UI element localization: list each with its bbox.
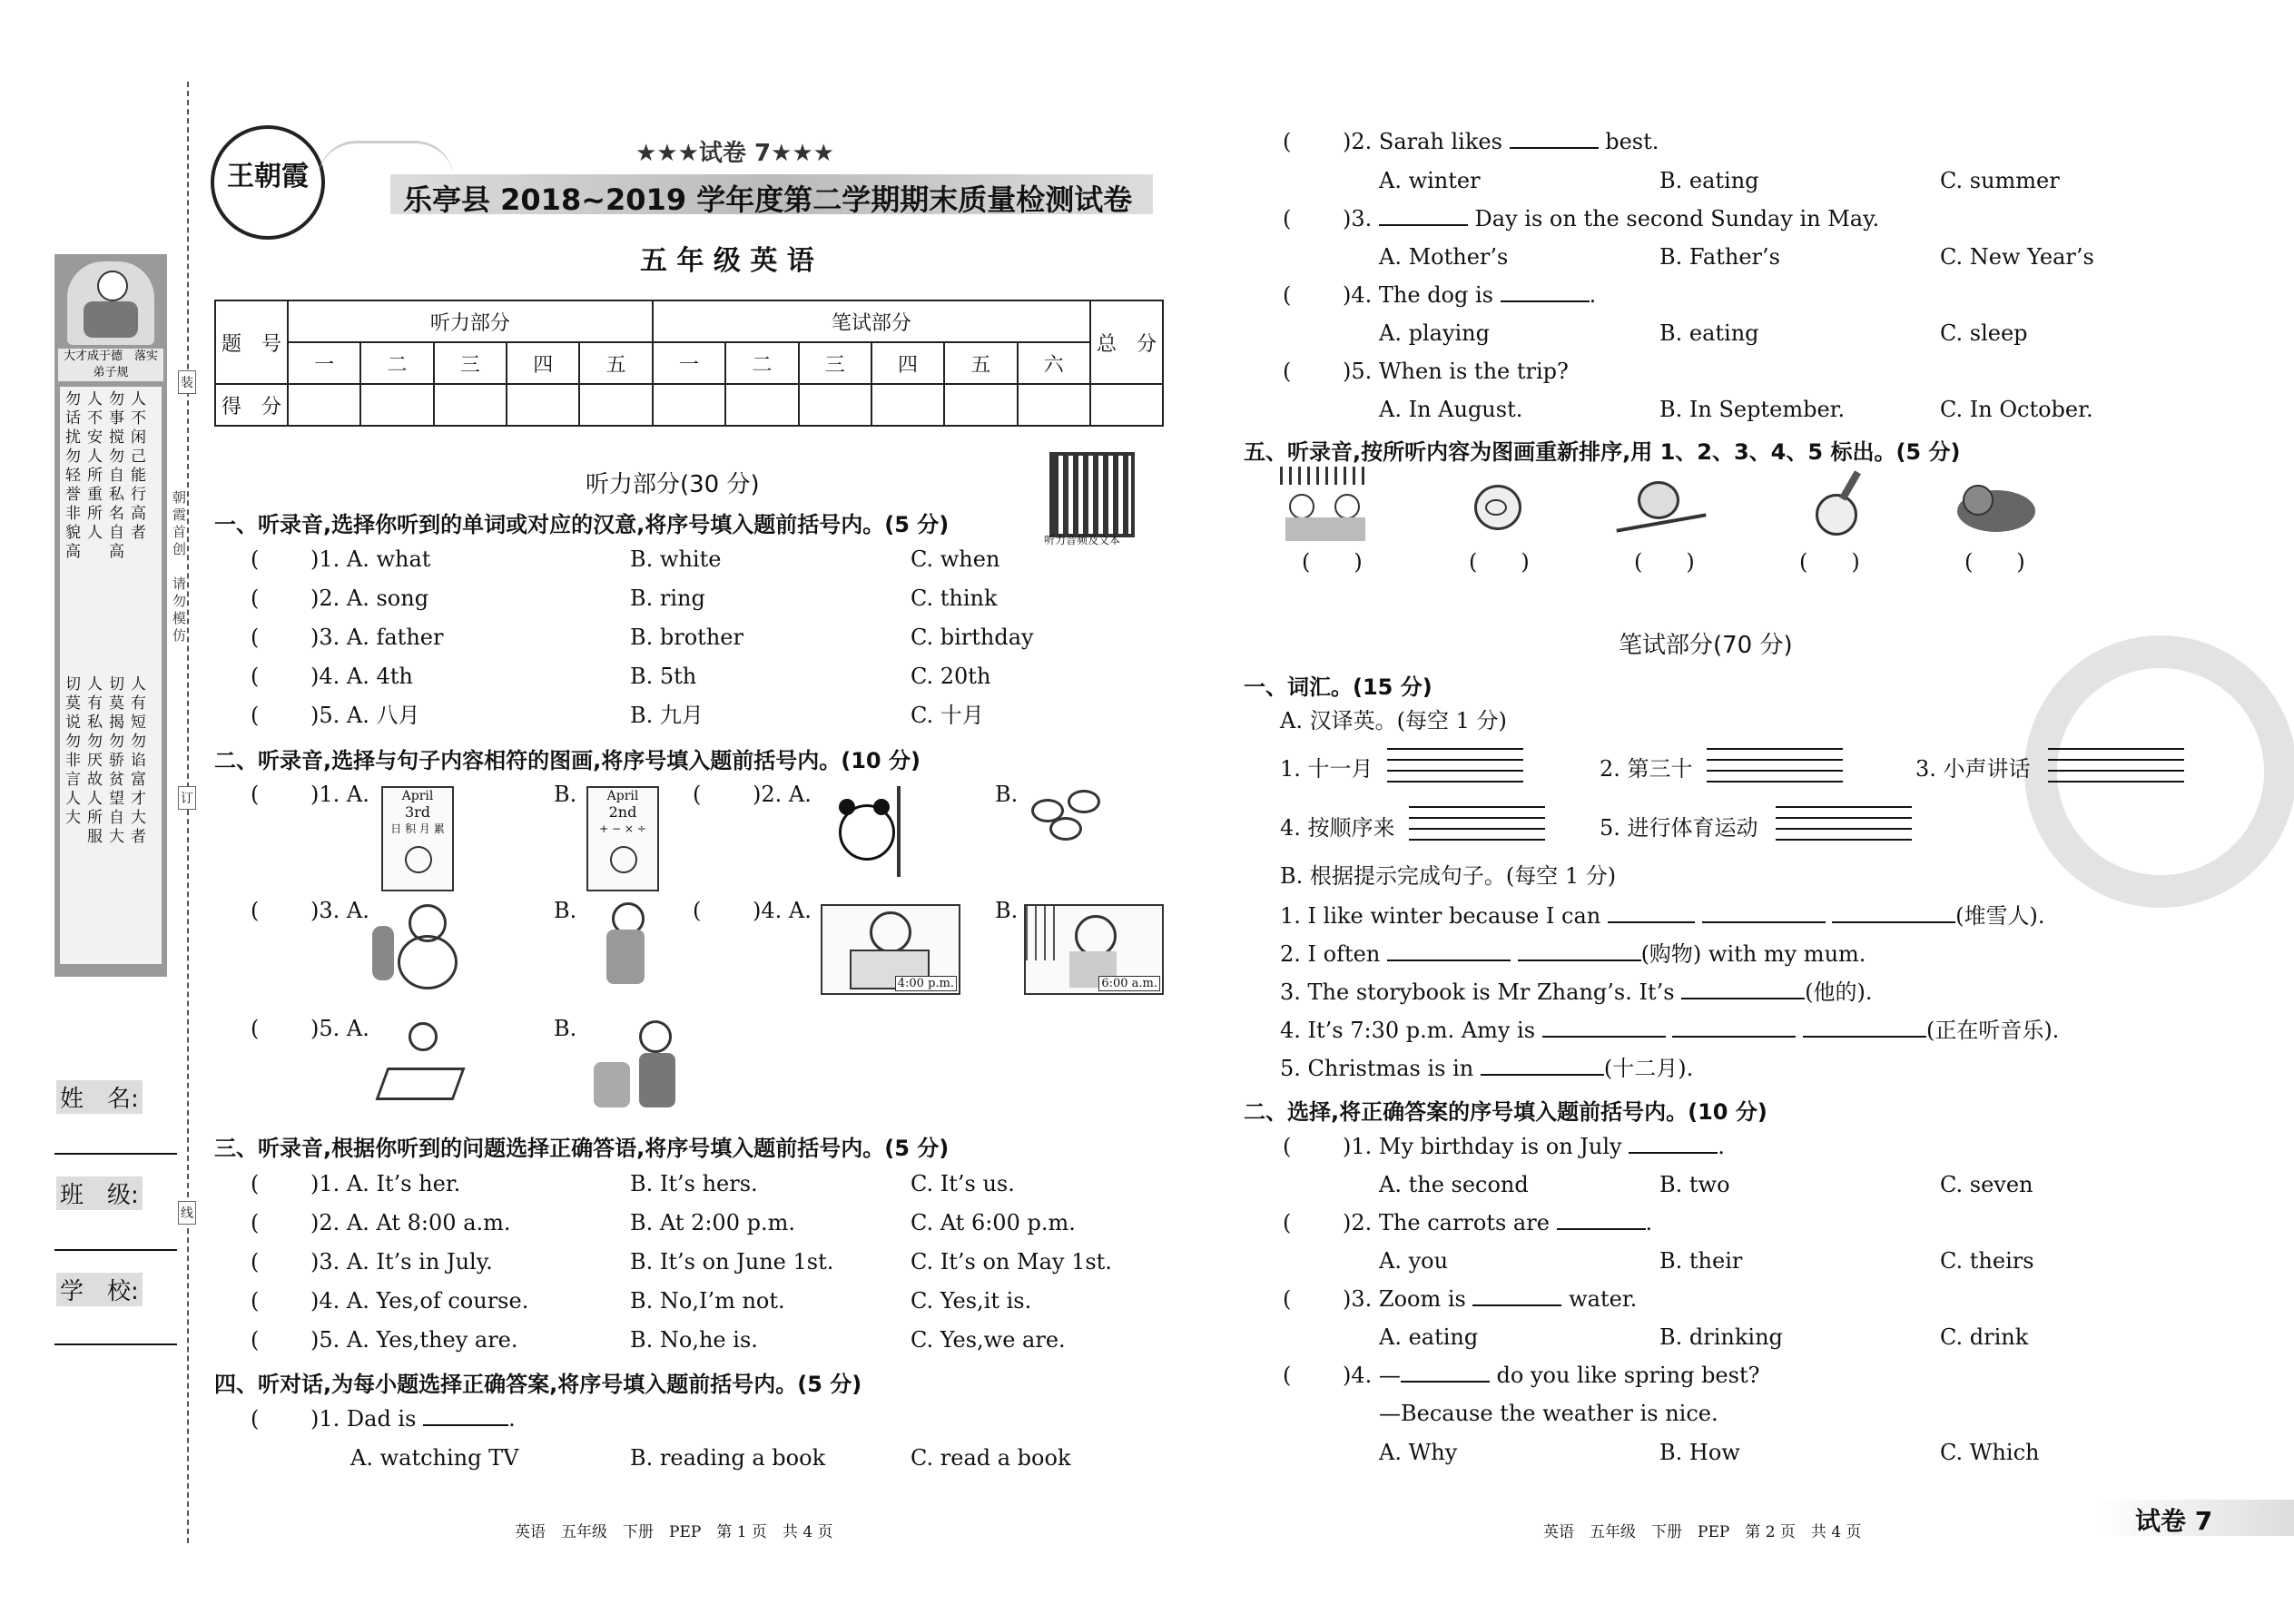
- answer-blank[interactable]: [1518, 941, 1641, 961]
- section-w1a-title: A. 汉译英。(每空 1 分): [1280, 708, 1507, 733]
- paren[interactable]: (: [251, 782, 260, 807]
- sentence-text: 2. I often: [1280, 941, 1381, 967]
- paren[interactable]: (: [251, 625, 260, 650]
- option-b: B. It’s on June 1st.: [630, 1249, 834, 1275]
- question: )4. A. Yes,of course.: [310, 1288, 529, 1314]
- col-l1: 一: [288, 342, 360, 384]
- sports-picture[interactable]: [585, 1017, 694, 1115]
- ping-pong-picture[interactable]: [372, 1013, 463, 1115]
- answer-blank[interactable]: [1387, 941, 1511, 961]
- option-a: A. In August.: [1379, 397, 1523, 422]
- vocab-item: 4. 按顺序来: [1280, 815, 1395, 841]
- answer-lines[interactable]: [1707, 770, 1843, 782]
- score-table: [214, 300, 1164, 427]
- answer-blank[interactable]: [423, 1406, 508, 1426]
- answer-blank[interactable]: [1501, 282, 1590, 302]
- seal-word-2: 订: [178, 786, 196, 810]
- paren[interactable]: (: [251, 1288, 260, 1314]
- exam-label: ★★★试卷 7★★★: [635, 140, 834, 167]
- question: )3. A.: [310, 898, 369, 923]
- paren[interactable]: (: [251, 1171, 260, 1196]
- section-w1-title: 一、词汇。(15 分): [1244, 674, 1433, 700]
- question: )4. A. 4th: [310, 664, 413, 689]
- stem-end: .: [1589, 282, 1597, 308]
- question: [1343, 128, 1659, 155]
- time-label: 6:00 a.m.: [1098, 976, 1160, 991]
- answer-blank[interactable]: [1702, 903, 1826, 923]
- paren[interactable]: (: [1283, 1286, 1292, 1312]
- section-w1b-title: B. 根据提示完成句子。(每空 1 分): [1280, 863, 1617, 889]
- question: [1343, 281, 1596, 309]
- vocab-item: 1. 十一月: [1280, 756, 1373, 782]
- answer-blank[interactable]: [1557, 1210, 1646, 1230]
- question: )1. A.: [310, 782, 369, 807]
- question: )2. A.: [753, 782, 812, 807]
- answer-lines[interactable]: [1776, 828, 1912, 841]
- option-b: B. drinking: [1659, 1324, 1783, 1350]
- binding-line: [187, 82, 189, 1543]
- option-b: B. At 2:00 p.m.: [630, 1210, 795, 1235]
- answer-blank[interactable]: [1832, 903, 1955, 923]
- score-cell[interactable]: [579, 384, 652, 426]
- paren[interactable]: (: [1283, 1210, 1292, 1235]
- paren[interactable]: (: [251, 1327, 260, 1353]
- score-cell[interactable]: [360, 384, 433, 426]
- col-w2: 二: [725, 342, 798, 384]
- paren[interactable]: (: [251, 1016, 260, 1041]
- option-a: A. playing: [1379, 320, 1490, 346]
- option-c: C. It’s on May 1st.: [911, 1249, 1112, 1275]
- answer-lines[interactable]: [2048, 770, 2184, 782]
- option-a: A. the second: [1379, 1172, 1529, 1197]
- vocab-item: 2. 第三十: [1600, 756, 1693, 782]
- question: [1343, 1362, 1759, 1389]
- stem-end: do you like spring best?: [1496, 1363, 1760, 1388]
- option-c: C. Yes,we are.: [911, 1327, 1066, 1353]
- question: )1. A. what: [310, 546, 431, 572]
- stem: )4. The dog is: [1343, 282, 1493, 308]
- calendar-a[interactable]: [381, 786, 454, 891]
- option-b: B. 九月: [630, 703, 704, 728]
- option-c: C. New Year’s: [1940, 244, 2094, 270]
- girl-reading-4pm[interactable]: [821, 904, 960, 995]
- option-c: C. birthday: [911, 625, 1034, 650]
- option-c: C. sleep: [1940, 320, 2028, 346]
- answer-lines[interactable]: [2048, 748, 2184, 761]
- option-b: B. eating: [1659, 320, 1759, 346]
- paren[interactable]: (: [251, 546, 260, 572]
- paren[interactable]: (: [1283, 206, 1292, 231]
- sentence-text: 1. I like winter because I can: [1280, 903, 1601, 929]
- exam-title: 乐亭县 2018~2019 学年度第二学期期末质量检测试卷: [403, 182, 1133, 217]
- motto-text: [60, 387, 162, 964]
- option-c: C. 20th: [911, 664, 991, 689]
- option-c: C. theirs: [1940, 1248, 2034, 1274]
- answer-blank[interactable]: [1379, 206, 1468, 226]
- option-b: B. their: [1659, 1248, 1743, 1274]
- col-l4: 四: [507, 342, 579, 384]
- score-cell[interactable]: [1018, 384, 1090, 426]
- picture-cat-sleeping[interactable]: [1957, 481, 2039, 536]
- footer-right: 英语 五年级 下册 PEP 第 2 页 共 4 页: [1543, 1523, 1862, 1541]
- paren[interactable]: (: [251, 898, 260, 923]
- question: [1343, 205, 1879, 232]
- answer-blank[interactable]: [1481, 1056, 1604, 1076]
- paren[interactable]: (: [693, 782, 702, 807]
- answer-lines[interactable]: [1409, 828, 1545, 841]
- col-l2: 二: [360, 342, 433, 384]
- option-c: C. Yes,it is.: [911, 1288, 1032, 1314]
- answer-lines[interactable]: [1707, 748, 1843, 761]
- option-a: A. Mother’s: [1379, 244, 1509, 270]
- hint: (购物) with my mum.: [1640, 941, 1866, 967]
- scholar-figure: [67, 261, 154, 345]
- picture-pig[interactable]: [1465, 467, 1529, 543]
- option-c: C. In October.: [1940, 397, 2093, 422]
- question: )3. A. father: [310, 625, 444, 650]
- hint: (堆雪人).: [1955, 903, 2045, 929]
- option-b: B. ring: [630, 586, 705, 611]
- calendar-day: 2nd: [608, 803, 637, 821]
- paren[interactable]: (: [1283, 1134, 1292, 1159]
- stem-end: .: [1645, 1210, 1653, 1235]
- sentence-b2: [1280, 940, 1866, 968]
- calendar-note: 日 积 月 累: [390, 822, 445, 835]
- score-cell[interactable]: [944, 384, 1017, 426]
- col-w4: 四: [871, 342, 944, 384]
- written-header: 笔试部分: [831, 311, 911, 335]
- section-l5-title: 五、听录音,按所听内容为图画重新排序,用 1、2、3、4、5 标出。(5 分): [1244, 439, 1961, 465]
- stem-end: .: [508, 1406, 516, 1432]
- picture-bird-branch[interactable]: [1616, 467, 1707, 543]
- option-b: B. 5th: [630, 664, 697, 689]
- question: )5. A. 八月: [310, 703, 420, 728]
- stem: )4. —: [1343, 1363, 1401, 1388]
- answer-blank[interactable]: [1608, 903, 1695, 923]
- paren[interactable]: (: [251, 1406, 260, 1432]
- paren[interactable]: (: [1283, 359, 1292, 384]
- picture-bird-carrot[interactable]: [1807, 467, 1870, 543]
- score-cell[interactable]: [871, 384, 944, 426]
- sentence-b4: [1280, 1017, 2059, 1044]
- stem-end: best.: [1605, 129, 1659, 154]
- option-a: A. watching TV: [350, 1445, 519, 1471]
- answer-blank[interactable]: [1672, 1018, 1796, 1038]
- section-l2-title: 二、听录音,选择与句子内容相符的图画,将序号填入题前括号内。(10 分): [214, 748, 921, 773]
- answer-lines[interactable]: [1776, 806, 1912, 819]
- option-b: B. brother: [630, 625, 743, 650]
- name-label: 姓 名:: [56, 1080, 143, 1114]
- girl-window-6am[interactable]: [1024, 904, 1164, 995]
- paren[interactable]: (: [1283, 282, 1292, 308]
- option-b: B. It’s hers.: [630, 1171, 758, 1196]
- option-b: B. How: [1659, 1440, 1740, 1465]
- row-label-number: 题 号: [221, 332, 281, 356]
- calendar-note: + − × ÷: [599, 822, 646, 835]
- col-w1: 一: [653, 342, 725, 384]
- label-b: B.: [554, 1016, 577, 1041]
- time-label: 4:00 p.m.: [895, 976, 957, 991]
- corner-label: 试卷 7: [2135, 1506, 2213, 1536]
- answer-blank[interactable]: [1542, 1018, 1666, 1038]
- vocab-item: 5. 进行体育运动: [1600, 815, 1758, 841]
- calendar-month: April: [401, 789, 434, 803]
- question: )2. A. song: [310, 586, 429, 611]
- paren[interactable]: (: [251, 1249, 260, 1275]
- option-a: A. you: [1379, 1248, 1449, 1274]
- hint: (他的).: [1805, 979, 1873, 1005]
- option-b: B. two: [1659, 1172, 1730, 1197]
- paren[interactable]: (: [693, 898, 702, 923]
- label-b: B.: [554, 782, 577, 807]
- option-b: B. white: [630, 546, 722, 572]
- option-b: B. No,he is.: [630, 1327, 758, 1353]
- answer-blank[interactable]: [1629, 1134, 1718, 1154]
- answer-lines[interactable]: [1387, 748, 1523, 761]
- motto-col: 勿话扰勿轻誉非貌高: [62, 390, 80, 562]
- sentence-text: 4. It’s 7:30 p.m. Amy is: [1280, 1018, 1536, 1043]
- hint: (十二月).: [1603, 1056, 1694, 1081]
- option-b: B. eating: [1659, 168, 1759, 193]
- option-c: C. when: [911, 546, 1000, 572]
- shopping-picture[interactable]: [585, 899, 675, 989]
- order-paren[interactable]: ( ): [1799, 549, 1860, 575]
- stem: )3.: [1343, 206, 1373, 231]
- option-c: C. read a book: [911, 1445, 1071, 1471]
- motto-col: 人有短勿谄富才大者: [127, 675, 145, 847]
- label-b: B.: [995, 898, 1019, 923]
- label-b: B.: [554, 898, 577, 923]
- stem-end: .: [1718, 1134, 1725, 1159]
- sentence-text: 5. Christmas is in: [1280, 1056, 1474, 1081]
- score-cell[interactable]: [725, 384, 798, 426]
- option-c: C. Which: [1940, 1440, 2040, 1465]
- motto-panel: [54, 254, 167, 977]
- motto-col: 勿事搅勿自私名自高: [105, 390, 123, 562]
- stem: )2. Sarah likes: [1343, 129, 1502, 154]
- class-field[interactable]: [54, 1249, 177, 1251]
- answer-blank[interactable]: [1510, 129, 1599, 149]
- question: )5. A.: [310, 1016, 369, 1041]
- order-paren[interactable]: ( ): [1469, 549, 1530, 575]
- order-paren[interactable]: ( ): [1964, 549, 2025, 575]
- question: )1. A. It’s her.: [310, 1171, 461, 1196]
- snowman-picture[interactable]: [372, 899, 481, 989]
- qr-code[interactable]: [1049, 452, 1135, 537]
- col-l5: 五: [579, 342, 652, 384]
- exam-subject: 五 年 级 英 语: [640, 245, 814, 277]
- stem: )1. Dad is: [310, 1406, 417, 1432]
- option-a: A. eating: [1379, 1324, 1479, 1350]
- paren[interactable]: (: [1283, 129, 1292, 154]
- panda-picture[interactable]: [826, 786, 908, 877]
- answer-lines[interactable]: [1409, 806, 1545, 819]
- score-cell[interactable]: [288, 384, 360, 426]
- score-cell[interactable]: [434, 384, 507, 426]
- school-label: 学 校:: [56, 1273, 143, 1306]
- row-label-score: 得 分: [221, 395, 281, 418]
- listening-header: 听力部分: [429, 311, 510, 335]
- option-c: C. think: [911, 586, 998, 611]
- motto-col: 切莫揭勿骄贫望自大: [105, 675, 123, 847]
- listening-title: 听力部分(30 分): [586, 471, 760, 498]
- motto-top: 大才成于德 落实弟子规: [58, 349, 163, 381]
- option-a: A. winter: [1379, 168, 1481, 193]
- answer-blank[interactable]: [1681, 979, 1805, 999]
- motto-col: 人不闲己能行高者: [127, 390, 145, 543]
- motto-col: 切莫说勿非言人大: [62, 675, 80, 828]
- option-c: C. seven: [1940, 1172, 2033, 1197]
- question: [1343, 1209, 1652, 1236]
- question: [310, 1405, 516, 1432]
- stem-end: Day is on the second Sunday in May.: [1474, 206, 1880, 231]
- stem: )2. The carrots are: [1343, 1210, 1550, 1235]
- vocab-item: 3. 小声讲话: [1915, 756, 2031, 782]
- option-c: C. summer: [1940, 168, 2060, 193]
- picture-children[interactable]: [1280, 467, 1371, 543]
- question: )3. A. It’s in July.: [310, 1249, 493, 1275]
- score-cell[interactable]: [799, 384, 871, 426]
- calendar-day: 3rd: [404, 803, 431, 821]
- question: )4. A.: [753, 898, 812, 923]
- logo: [211, 125, 325, 240]
- sentence-b5: [1280, 1055, 1693, 1082]
- col-w6: 六: [1018, 342, 1090, 384]
- stem-end: water.: [1569, 1286, 1638, 1312]
- hint: (正在听音乐).: [1925, 1018, 2060, 1043]
- section-l3-title: 三、听录音,根据你听到的问题选择正确答语,将序号填入题前括号内。(5 分): [214, 1136, 950, 1161]
- question: [1343, 1285, 1637, 1313]
- score-cell[interactable]: [507, 384, 579, 426]
- option-c: C. drink: [1940, 1324, 2029, 1350]
- logo-text: 王朝霞: [227, 161, 309, 192]
- section-l4-title: 四、听对话,为每小题选择正确答案,将序号填入题前括号内。(5 分): [214, 1372, 862, 1397]
- answer-blank[interactable]: [1401, 1363, 1490, 1383]
- score-cell[interactable]: [653, 384, 725, 426]
- paren[interactable]: (: [251, 703, 260, 728]
- calendar-b[interactable]: [586, 786, 659, 891]
- sentence-b3: [1280, 979, 1873, 1006]
- col-l3: 三: [434, 342, 507, 384]
- total-cell[interactable]: [1090, 384, 1163, 426]
- motto-col: 人有私勿厌故人所服: [84, 675, 102, 847]
- stem: )1. My birthday is on July: [1343, 1134, 1622, 1159]
- paren[interactable]: (: [1283, 1363, 1292, 1388]
- calendar-month: April: [606, 789, 639, 803]
- footer-left: 英语 五年级 下册 PEP 第 1 页 共 4 页: [515, 1523, 833, 1541]
- sentence-b1: [1280, 902, 2045, 930]
- question: )5. When is the trip?: [1343, 359, 1569, 384]
- option-b: B. No,I’m not.: [630, 1288, 785, 1314]
- school-field[interactable]: [54, 1343, 177, 1345]
- name-field[interactable]: [54, 1153, 177, 1155]
- option-c: C. It’s us.: [911, 1171, 1015, 1196]
- seal-word-1: 装: [178, 370, 196, 394]
- option-b: B. In September.: [1659, 397, 1846, 422]
- section-w2-q4-line2: —Because the weather is nice.: [1379, 1401, 1718, 1426]
- seal-word-3: 线: [178, 1201, 196, 1225]
- paren[interactable]: (: [251, 1210, 260, 1235]
- section-w2-title: 二、选择,将正确答案的序号填入题前括号内。(10 分): [1244, 1099, 1767, 1125]
- col-w3: 三: [799, 342, 871, 384]
- option-a: A. Why: [1379, 1440, 1458, 1465]
- qr-caption: 听力音频及文本: [1044, 534, 1121, 546]
- order-paren[interactable]: ( ): [1634, 549, 1695, 575]
- motto-col: 人不安人所重所人: [84, 390, 102, 543]
- answer-blank[interactable]: [1472, 1286, 1561, 1306]
- sentence-text: 3. The storybook is Mr Zhang’s. It’s: [1280, 979, 1675, 1005]
- birds-picture[interactable]: [1031, 790, 1113, 844]
- answer-lines[interactable]: [1387, 770, 1523, 782]
- question: )2. A. At 8:00 a.m.: [310, 1210, 511, 1235]
- written-title: 笔试部分(70 分): [1619, 632, 1793, 659]
- class-label: 班 级:: [56, 1176, 143, 1210]
- stem: )3. Zoom is: [1343, 1286, 1466, 1312]
- col-w5: 五: [944, 342, 1017, 384]
- label-b: B.: [995, 782, 1019, 807]
- total-header: 总 分: [1096, 332, 1157, 356]
- question: [1343, 1133, 1725, 1160]
- paren[interactable]: (: [251, 664, 260, 689]
- order-paren[interactable]: ( ): [1302, 549, 1363, 575]
- option-c: C. At 6:00 p.m.: [911, 1210, 1076, 1235]
- option-c: C. 十月: [911, 703, 984, 728]
- question: )5. A. Yes,they are.: [310, 1327, 518, 1353]
- vertical-note: 朝霞首创 请勿模仿: [171, 490, 187, 645]
- option-b: B. Father’s: [1659, 244, 1780, 270]
- paren[interactable]: (: [251, 586, 260, 611]
- option-b: B. reading a book: [630, 1445, 826, 1471]
- answer-blank[interactable]: [1803, 1018, 1926, 1038]
- section-l1-title: 一、听录音,选择你听到的单词或对应的汉意,将序号填入题前括号内。(5 分): [214, 512, 950, 537]
